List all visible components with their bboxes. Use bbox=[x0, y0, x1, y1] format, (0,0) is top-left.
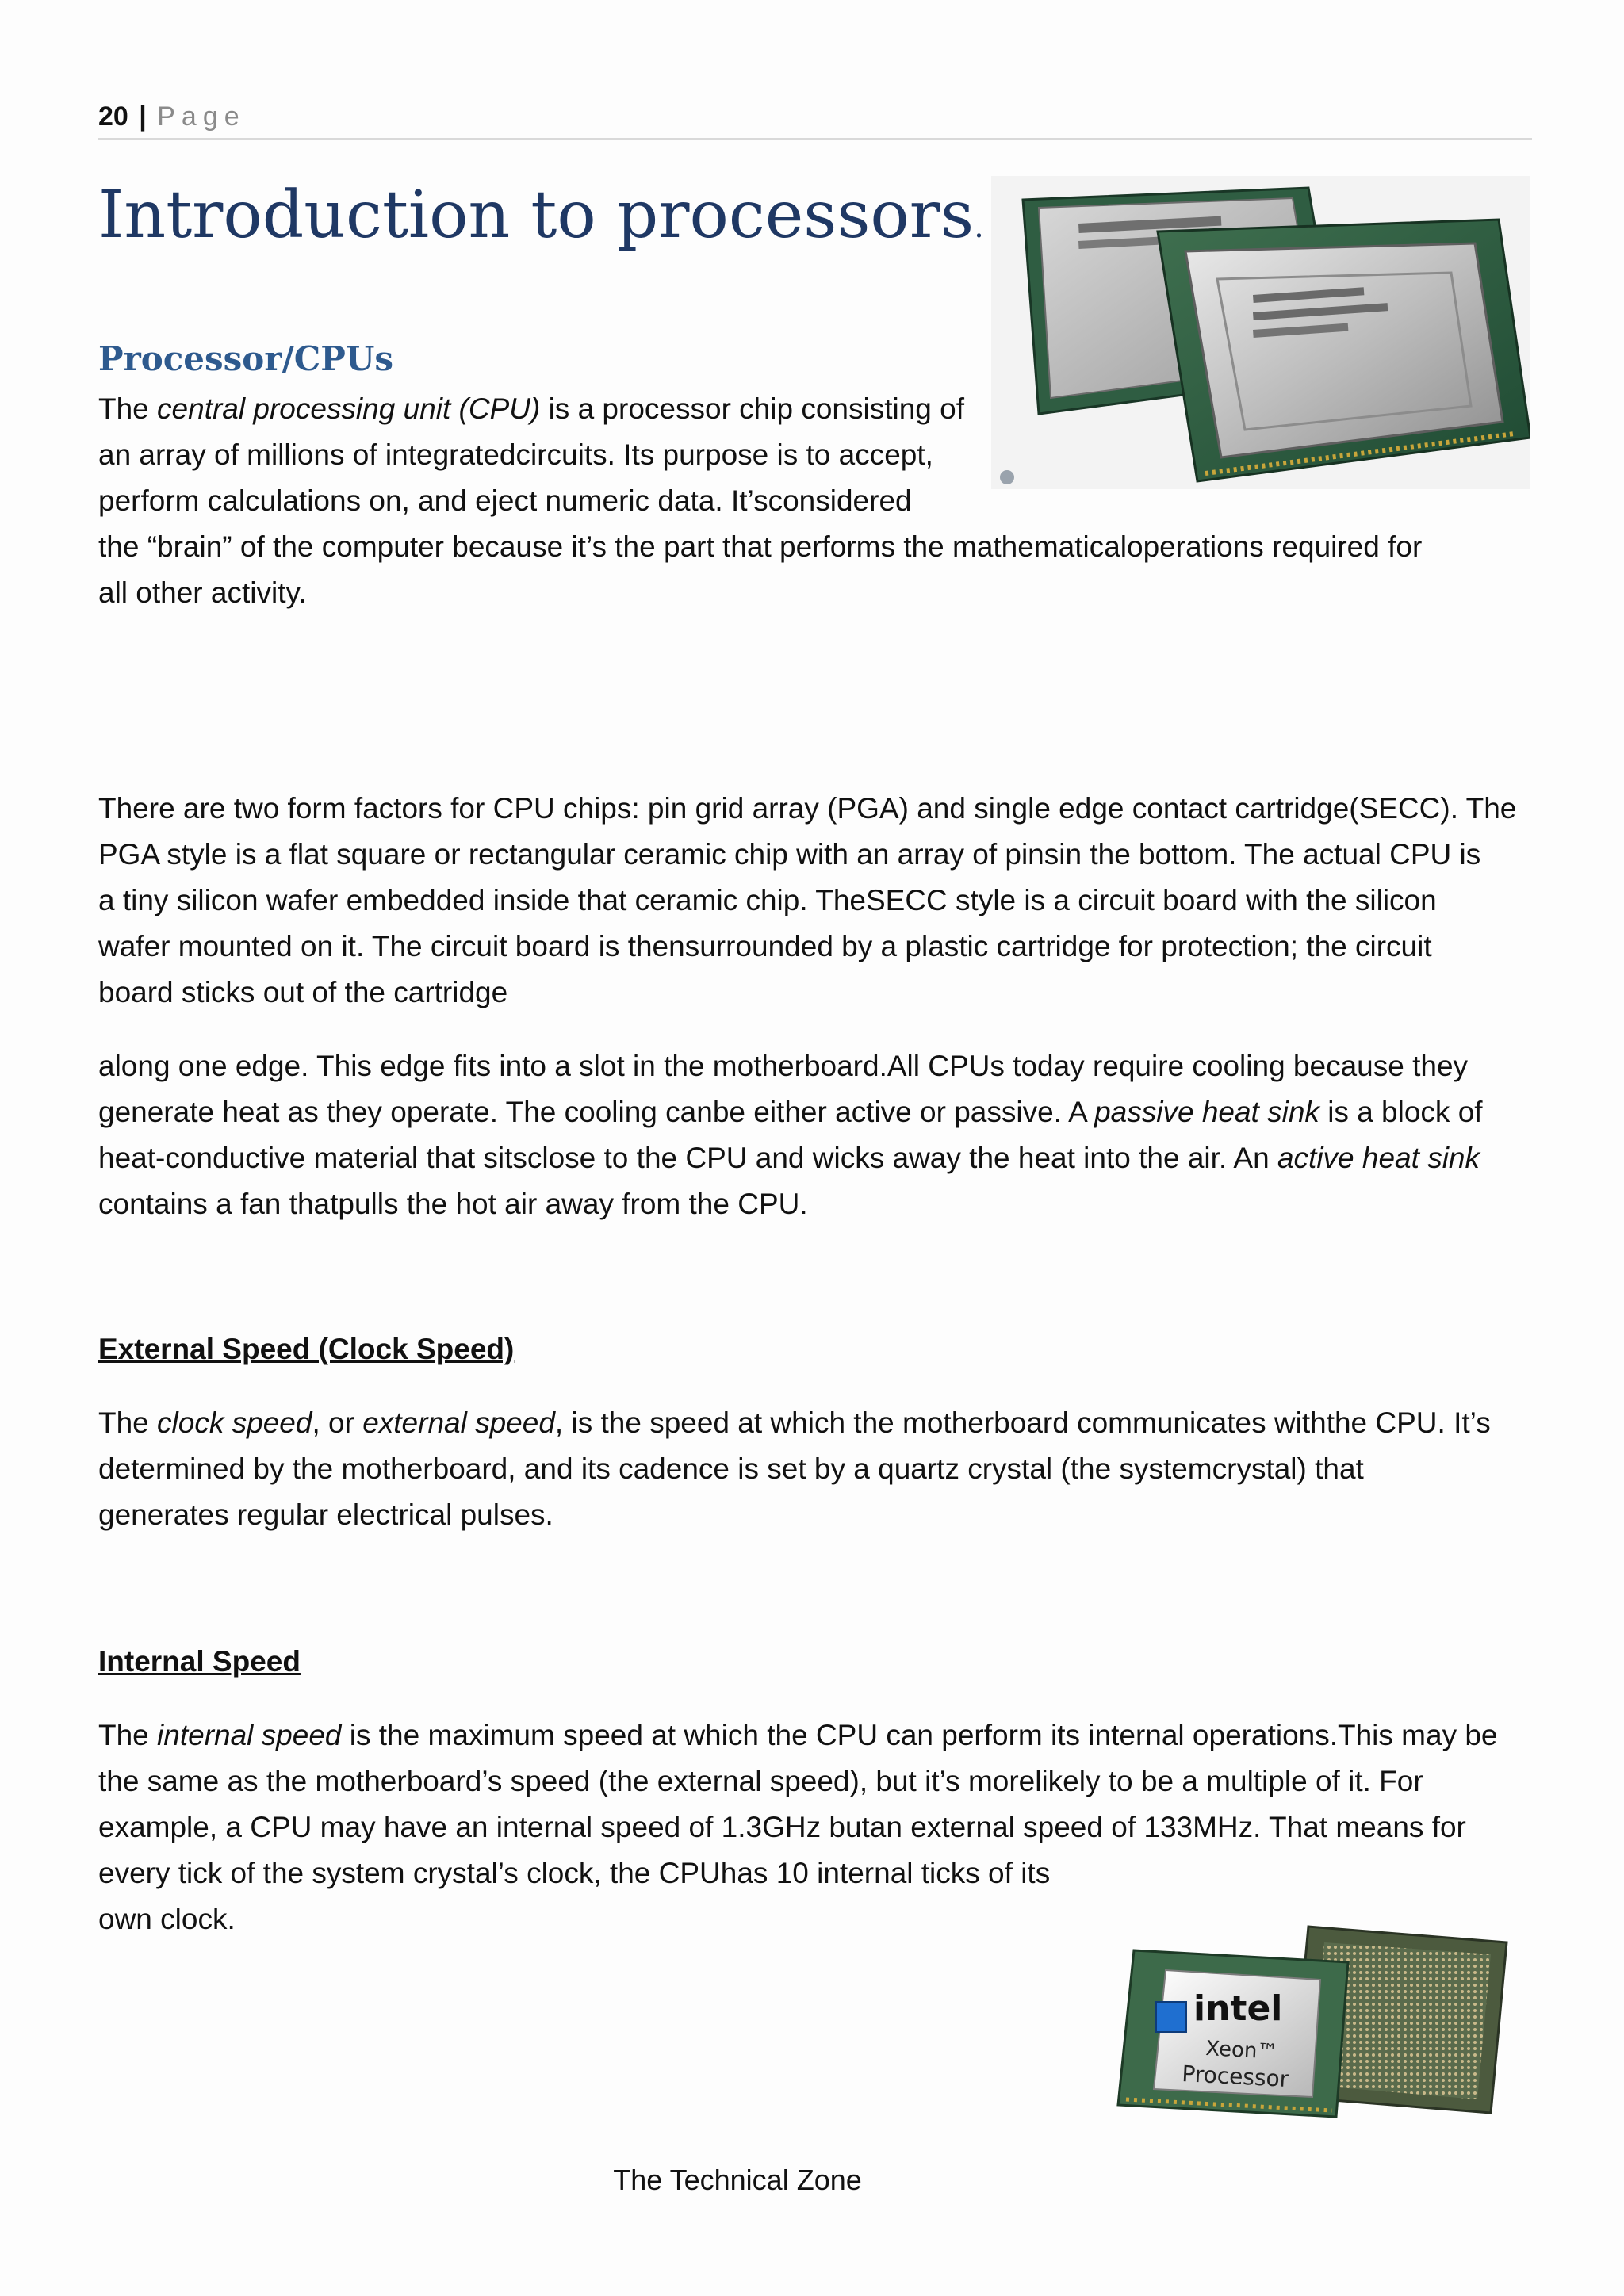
page-title bbox=[98, 176, 984, 266]
paragraph-line: perform calculations on, and eject numeric data. It’sconsidered bbox=[98, 484, 912, 517]
text-run: generate heat as they operate. The cooling canbe either active or passive. A bbox=[98, 1096, 1095, 1128]
page-label: Page bbox=[157, 101, 246, 132]
paragraph-line: own clock. bbox=[98, 1903, 236, 1935]
section-heading-external-speed: External Speed (Clock Speed) bbox=[98, 1333, 515, 1365]
text-run: heat-conductive material that sitsclose to the CPU and wicks away the heat into the air. An bbox=[98, 1142, 1277, 1174]
paragraph-line: every tick of the system crystal’s clock, the CPUhas 10 internal ticks of its bbox=[98, 1857, 1051, 1889]
internal-speed-paragraph bbox=[98, 1712, 1534, 1942]
italic-term: clock speed bbox=[157, 1406, 312, 1439]
text-run: The bbox=[98, 392, 158, 425]
text-run: The bbox=[98, 1719, 158, 1751]
paragraph-line: the “brain” of the computer because it’s the part that performs the mathematicaloperations required for bbox=[98, 530, 1423, 563]
text-run: , is the speed at which the motherboard communicates withthe CPU. It’s bbox=[554, 1406, 1491, 1439]
page-footer: The Technical Zone bbox=[613, 2164, 862, 2196]
text-run: is a block of bbox=[1319, 1096, 1483, 1128]
italic-term: active heat sink bbox=[1277, 1142, 1480, 1174]
external-speed-paragraph bbox=[98, 1400, 1534, 1538]
paragraph-line bbox=[98, 1712, 1534, 1758]
form-factors-paragraph bbox=[98, 786, 1534, 1016]
paragraph-line: the same as the motherboard’s speed (the external speed), but it’s morelikely to be a multiple of it. For bbox=[98, 1765, 1423, 1797]
paragraph-line: example, a CPU may have an internal speed of 1.3GHz butan external speed of 133MHz. That means for bbox=[98, 1811, 1466, 1843]
text-run: is the maximum speed at which the CPU can perform its internal operations.This may be bbox=[341, 1719, 1498, 1751]
paragraph-line: determined by the motherboard, and its cadence is set by a quartz crystal (the systemcrystal) that bbox=[98, 1452, 1364, 1485]
paragraph-line bbox=[98, 386, 1534, 432]
processor-text: Processor bbox=[1181, 2061, 1290, 2093]
page-number: 20 bbox=[98, 101, 128, 132]
paragraph-line bbox=[98, 1089, 1534, 1135]
processor-intro-paragraph bbox=[98, 386, 1534, 616]
paragraph-line bbox=[98, 1135, 1534, 1181]
cooling-paragraph bbox=[98, 1043, 1534, 1227]
intel-xeon-processor-photo bbox=[1110, 1919, 1515, 2125]
paragraph-line: wafer mounted on it. The circuit board is thensurrounded by a plastic cartridge for protection; the circuit bbox=[98, 930, 1432, 962]
paragraph-line: PGA style is a flat square or rectangular ceramic chip with an array of pinsin the bottom. The actual CPU is bbox=[98, 838, 1481, 871]
paragraph-line: all other activity. bbox=[98, 576, 307, 609]
italic-term: internal speed bbox=[157, 1719, 342, 1751]
paragraph-line: contains a fan thatpulls the hot air away from the CPU. bbox=[98, 1188, 808, 1220]
section-heading-processor: Processor/CPUs bbox=[98, 339, 394, 378]
page-title-dot: . bbox=[974, 209, 984, 245]
text-run: is a processor chip consisting of bbox=[540, 392, 964, 425]
page-header bbox=[98, 100, 1532, 140]
italic-term: passive heat sink bbox=[1094, 1096, 1320, 1128]
italic-term: central processing unit (CPU) bbox=[157, 392, 541, 425]
page-title-text: Introduction to processors bbox=[98, 178, 975, 253]
paragraph-line: board sticks out of the cartridge bbox=[98, 976, 508, 1008]
paragraph-line: along one edge. This edge fits into a slot in the motherboard.All CPUs today require cooling because they bbox=[98, 1050, 1469, 1082]
section-heading-internal-speed: Internal Speed bbox=[98, 1645, 301, 1678]
paragraph-line: a tiny silicon wafer embedded inside that ceramic chip. TheSECC style is a circuit board with the silicon bbox=[98, 884, 1437, 916]
paragraph-line: generates regular electrical pulses. bbox=[98, 1498, 553, 1531]
paragraph-line: an array of millions of integratedcircuits. Its purpose is to accept, bbox=[98, 438, 933, 471]
intel-logo: intel bbox=[1193, 1988, 1283, 2029]
paragraph-line bbox=[98, 1400, 1534, 1446]
italic-term: external speed bbox=[362, 1406, 555, 1439]
text-run: The bbox=[98, 1406, 158, 1439]
xeon-text: Xeon™ bbox=[1205, 2037, 1279, 2064]
paragraph-line: There are two form factors for CPU chips: pin grid array (PGA) and single edge contact cartridge(SECC). The bbox=[98, 792, 1517, 825]
xeon-processor-image bbox=[1110, 1919, 1515, 2125]
header-separator: | bbox=[139, 101, 147, 132]
text-run: , or bbox=[312, 1406, 363, 1439]
